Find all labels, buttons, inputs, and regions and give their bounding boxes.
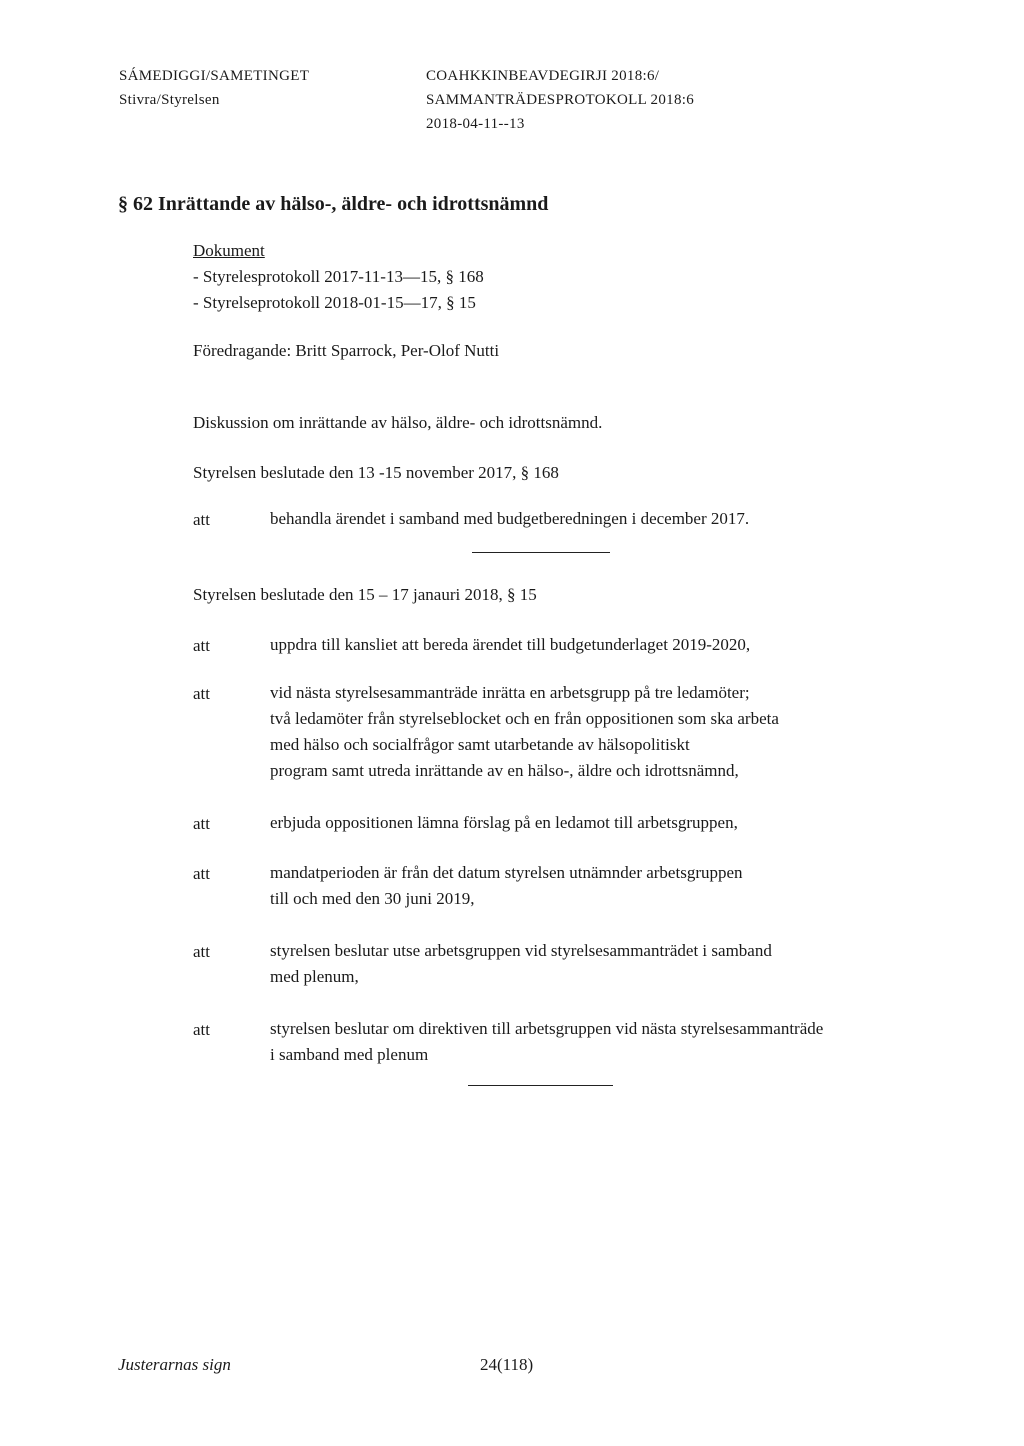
att-label: att xyxy=(193,636,210,655)
att-label: att xyxy=(193,684,210,703)
att-label: att xyxy=(193,814,210,833)
decision-intro: Styrelsen beslutade den 13 -15 november 2017, § 168 xyxy=(193,463,559,482)
att-label: att xyxy=(193,1020,210,1039)
divider xyxy=(468,1085,613,1086)
decision-intro: Styrelsen beslutade den 15 – 17 janauri 2018, § 15 xyxy=(193,585,537,604)
att-label: att xyxy=(193,864,210,883)
doc-title: COAHKKINBEAVDEGIRJI 2018:6/ xyxy=(426,68,660,84)
doc-subtitle: SAMMANTRÄDESPROTOKOLL 2018:6 xyxy=(426,92,695,108)
presenters: Föredragande: Britt Sparrock, Per-Olof Nutti xyxy=(193,341,500,360)
document-item: - Styrelseprotokoll 2018-01-15—17, § 15 xyxy=(193,293,476,312)
decision-item: behandla ärendet i samband med budgetberedningen i december 2017. xyxy=(270,509,750,528)
decision-item: styrelsen beslutar utse arbetsgruppen vid styrelsesammanträdet i samband med plenum, xyxy=(270,941,772,986)
meeting-date: 2018-04-11--13 xyxy=(426,116,525,132)
decision-item: uppdra till kansliet att bereda ärendet till budgetunderlaget 2019-2020, xyxy=(270,635,751,654)
signature-label: Justerarnas sign xyxy=(118,1355,231,1374)
org-name: SÁMEDIGGI/SAMETINGET xyxy=(119,68,310,84)
att-label: att xyxy=(193,942,210,961)
decision-item: styrelsen beslutar om direktiven till arbetsgruppen vid nästa styrelsesammanträde i samband med plenum xyxy=(270,1019,824,1064)
section-title: § 62 Inrättande av hälso-, äldre- och idrottsnämnd xyxy=(118,193,549,215)
page-number: 24(118) xyxy=(480,1355,534,1374)
decision-item: erbjuda oppositionen lämna förslag på en ledamot till arbetsgruppen, xyxy=(270,813,738,832)
org-unit: Stivra/Styrelsen xyxy=(119,92,220,108)
documents-label: Dokument xyxy=(193,241,265,260)
decision-item: mandatperioden är från det datum styrelsen utnämnder arbetsgruppen till och med den 30 juni 2019, xyxy=(270,863,743,908)
decision-item: vid nästa styrelsesammanträde inrätta en arbetsgrupp på tre ledamöter; två ledamöter från styrelseblocket och en från oppositionen som ska arbeta med hälso och socialfrågor samt utarbetande av hälsopolitiskt program samt utreda inrättande av en hälso-, äldre och idrottsnämnd, xyxy=(270,683,779,780)
document-item: - Styrelesprotokoll 2017-11-13—15, § 168 xyxy=(193,267,484,286)
divider xyxy=(472,552,610,553)
discussion-text: Diskussion om inrättande av hälso, äldre- och idrottsnämnd. xyxy=(193,413,603,432)
att-label: att xyxy=(193,510,210,529)
